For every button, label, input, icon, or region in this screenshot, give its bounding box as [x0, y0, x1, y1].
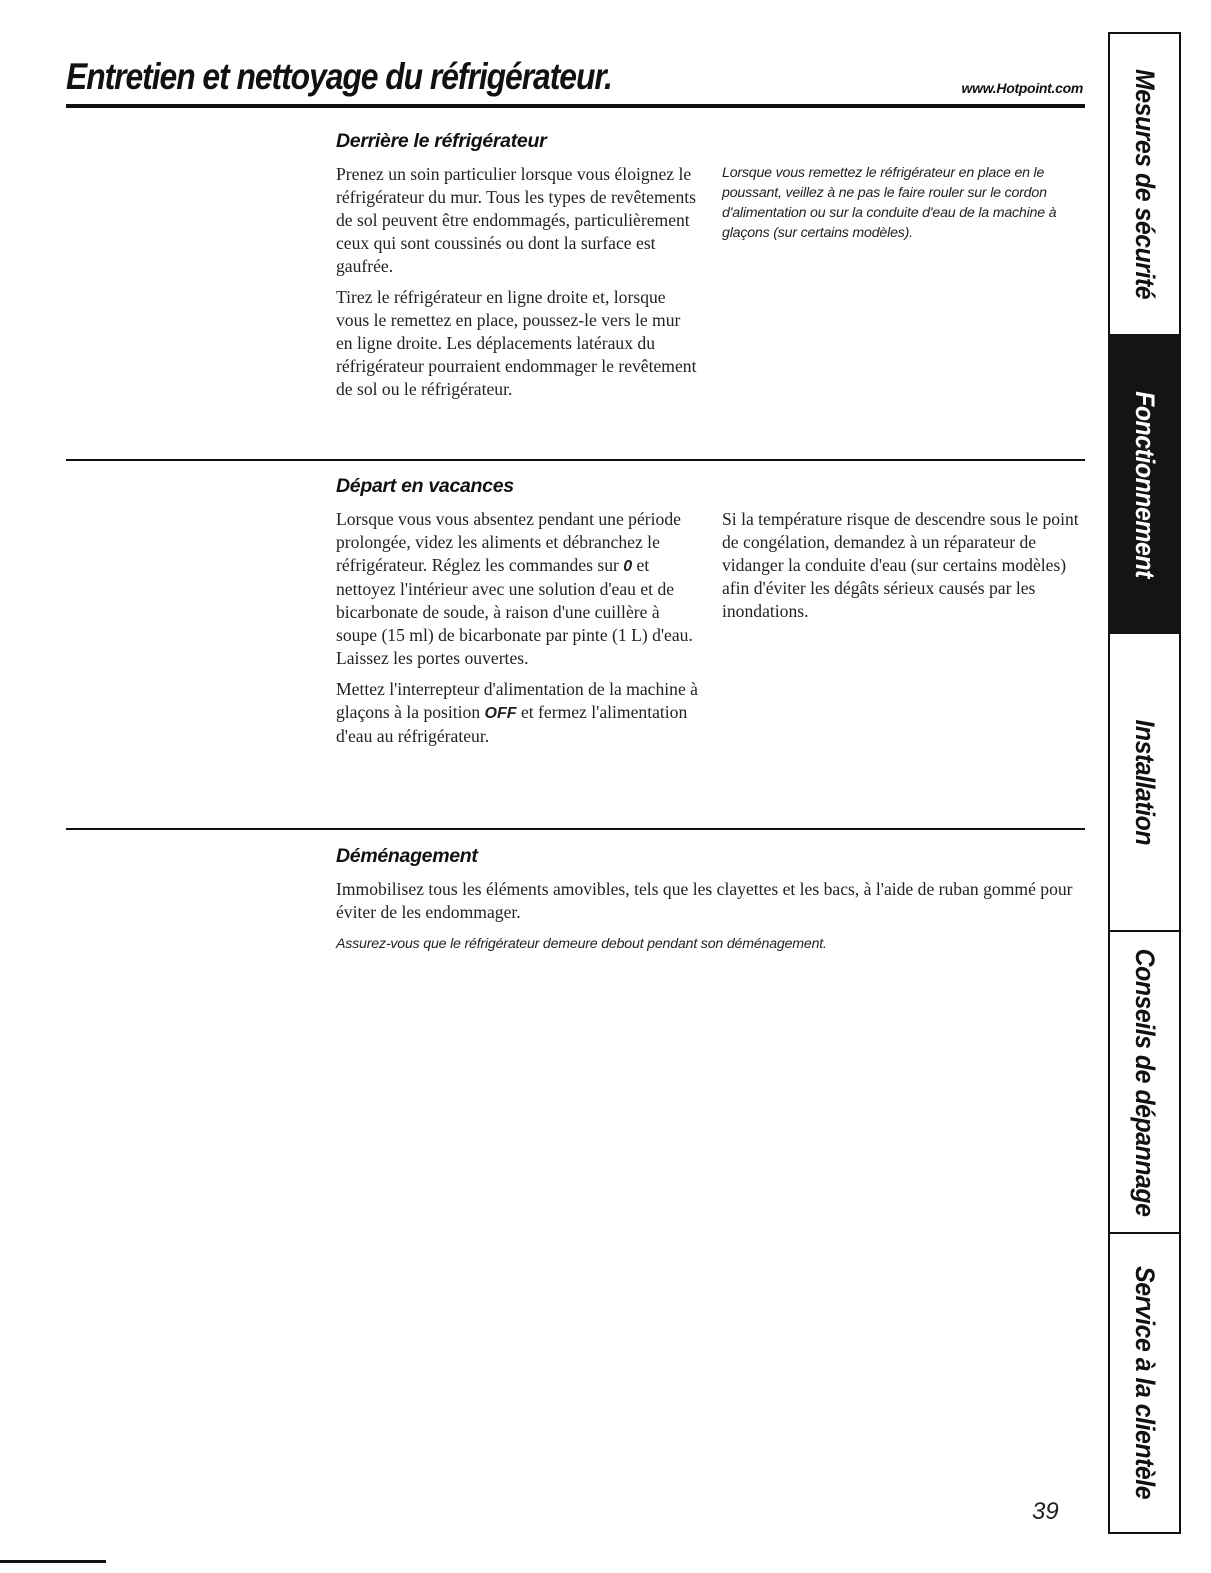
tab-label: Service à la clientèle [1130, 1266, 1160, 1500]
paragraph: Tirez le réfrigérateur en ligne droite et, lorsque vous le remettez en place, poussez-le vers le mur en ligne droite. Les déplacements latéraux du réfrigérateur pourraient endommager le revêtement de sol ou le réfrigérateur. [336, 287, 697, 399]
side-tabs [1108, 32, 1181, 1536]
section-behind-fridge [336, 130, 1086, 409]
control-setting: 0 [623, 558, 633, 575]
tab-installation[interactable] [1108, 634, 1181, 930]
section-divider [66, 459, 1085, 461]
tab-customer-service[interactable] [1108, 1232, 1181, 1534]
website-link[interactable]: www.Hotpoint.com [961, 80, 1083, 96]
section-heading: Départ en vacances [336, 475, 514, 497]
section-divider [66, 828, 1085, 830]
paragraph: Si la température risque de descendre sous le point de congélation, demandez à un réparateur de vidanger la conduite d'eau (sur certains modèles) afin d'éviter les dégâts sérieux causés par les inondations. [722, 509, 1079, 621]
paragraph: Lorsque vous vous absentez pendant une période prolongée, videz les aliments et débranchez le réfrigérateur. Réglez les commandes sur 0 et nettoyez l'intérieur avec une solution d'eau et de bicarbonate de soude, à raison d'une cuillère à soupe (15 ml) de bicarbonate par pinte (1 L) d'eau. Laissez les portes ouvertes. [336, 509, 693, 668]
paragraph: Prenez un soin particulier lorsque vous éloignez le réfrigérateur du mur. Tous les types de revêtements de sol peuvent être endommagés, particulièrement ceux qui sont coussinés ou dont la surface est gaufrée. [336, 164, 696, 276]
switch-position: OFF [484, 705, 517, 722]
paragraph: Immobilisez tous les éléments amovibles, tels que les clayettes et les bacs, à l'aide de ruban gommé pour éviter de les endommager. [336, 879, 1073, 922]
tab-troubleshooting[interactable] [1108, 930, 1181, 1234]
section-moving [336, 845, 1086, 954]
tab-label: Conseils de dépannage [1130, 949, 1160, 1217]
tab-label: Mesures de sécurité [1130, 68, 1160, 300]
page-number: 39 [1032, 1498, 1059, 1525]
section-heading: Déménagement [336, 845, 478, 867]
page-title: Entretien et nettoyage du réfrigérateur. [66, 56, 612, 97]
section-vacation [336, 475, 1086, 756]
tab-safety[interactable] [1108, 32, 1181, 334]
tab-operation[interactable] [1108, 334, 1181, 634]
section-heading: Derrière le réfrigérateur [336, 130, 547, 152]
tab-label: Installation [1130, 719, 1160, 845]
header-rule [66, 104, 1085, 108]
paragraph: Mettez l'interrepteur d'alimentation de la machine à glaçons à la position OFF et fermez l'alimentation d'eau au réfrigérateur. [336, 679, 698, 746]
caution-note: Assurez-vous que le réfrigérateur demeure debout pendant son déménagement. [336, 936, 827, 952]
footer-mark [0, 1560, 106, 1563]
tab-label: Fonctionnement [1130, 390, 1160, 578]
caution-note: Lorsque vous remettez le réfrigérateur en place en le poussant, veillez à ne pas le faire rouler sur le cordon d'alimentation ou sur la conduite d'eau de la machine à glaçons (sur certains modèles). [722, 165, 1057, 241]
